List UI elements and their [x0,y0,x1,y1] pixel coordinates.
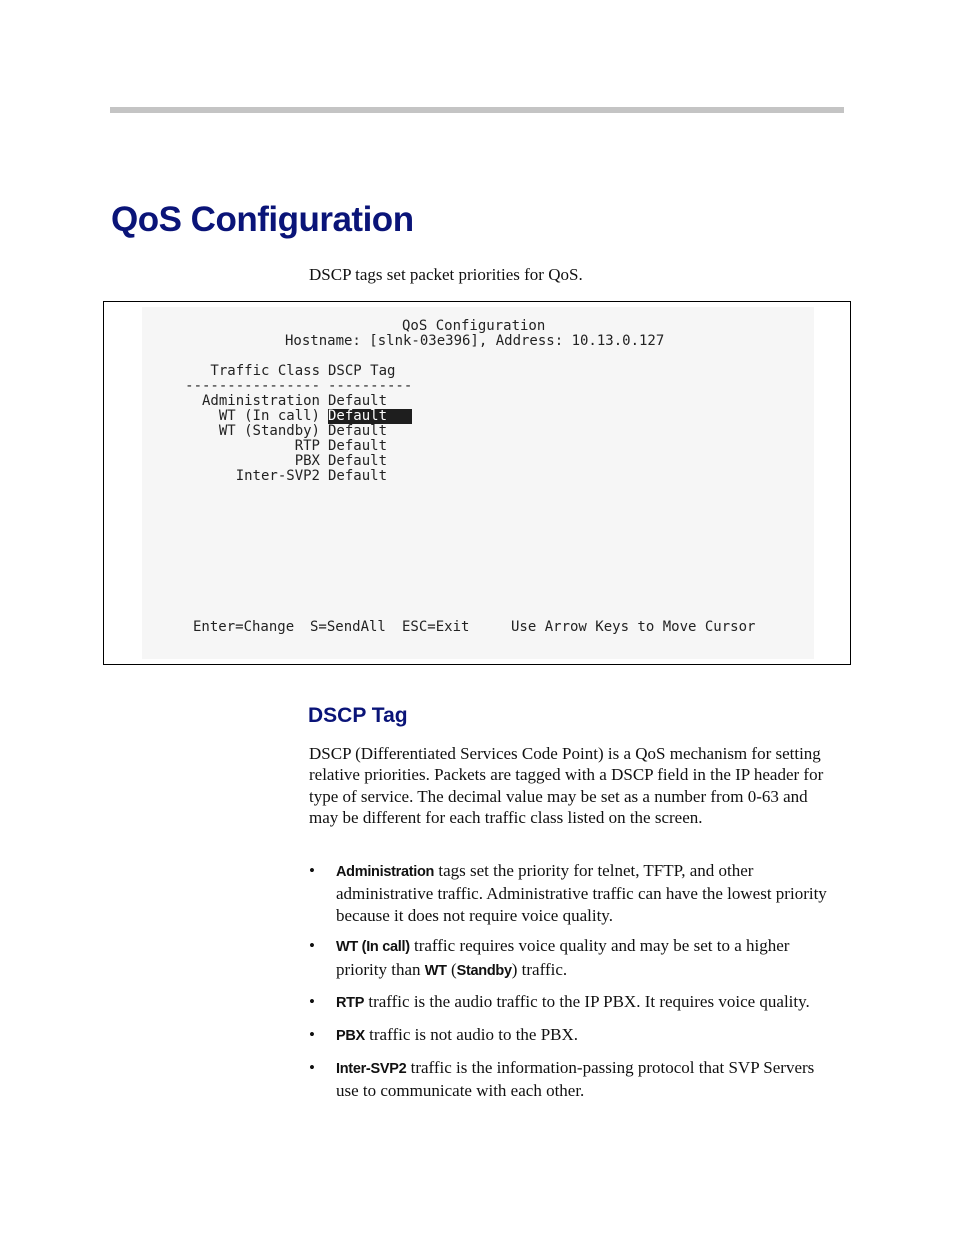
traffic-class-inter-svp2: Inter-SVP2 [235,468,320,484]
dscp-value-administration[interactable]: Default [328,393,388,409]
list-item-text: traffic is not audio to the PBX. [364,1025,579,1045]
column-header-dscp-tag: DSCP Tag [328,363,396,379]
footer-enter-change: Enter=Change [193,619,295,635]
column-rule-class: ---------------- [185,378,320,394]
dscp-value-inter-svp2[interactable]: Default [328,468,388,484]
terminal-hostname-line: Hostname: [slnk-03e396], Address: 10.13.0.127 [285,333,665,349]
traffic-class-wt-in-call: WT (In call) [218,408,320,424]
traffic-class-list [309,860,839,1111]
list-item [309,935,839,982]
bullet-icon: • [309,992,315,1012]
keyword: WT (In call) [336,939,410,956]
section-title: DSCP Tag [308,704,408,727]
page-title: QoS Configuration [111,200,414,239]
keyword: Inter-SVP2 [336,1061,407,1078]
list-item-text: traffic is the audio traffic to the IP PBX. It requires voice quality. [364,992,810,1012]
traffic-class-administration: Administration [201,393,320,409]
terminal-screen [142,307,814,659]
bullet-icon: • [309,1025,315,1045]
list-item-text: ) traffic. [511,959,568,979]
list-item [309,1024,839,1047]
terminal-screenshot-frame [103,301,851,665]
bullet-icon: • [309,861,315,880]
keyword: Standby [456,962,512,979]
list-item [309,991,839,1014]
traffic-class-rtp: RTP [294,438,320,454]
traffic-class-wt-standby: WT (Standby) [218,423,320,439]
list-item-text: traffic is the information-passing protocol that SVP Servers use to communicate with each other. [336,1058,815,1101]
bullet-icon: • [309,936,315,956]
intro-paragraph: DSCP (Differentiated Services Code Point) is a QoS mechanism for setting relative priorities. Packets are tagged with a DSCP field in the IP header for type of service. The decimal value may be set as a number from 0-63 and may be different for each traffic class listed on the screen. [309,744,824,827]
footer-navigation-hint: Use Arrow Keys to Move Cursor [511,619,756,635]
dscp-value-wt-in-call-selected[interactable]: Default [328,408,413,424]
column-header-traffic-class: Traffic Class [210,363,320,379]
dscp-value-wt-standby[interactable]: Default [328,423,388,439]
list-item-text: traffic requires voice quality and may be set to a higher priority than [336,936,790,979]
traffic-class-pbx: PBX [294,453,320,469]
terminal-title: QoS Configuration [402,318,546,334]
keyword: PBX [336,1028,365,1045]
dscp-value-pbx[interactable]: Default [328,453,388,469]
list-item-text: ( [446,959,457,979]
keyword: WT [424,962,447,979]
keyword: RTP [336,995,365,1012]
figure-caption: DSCP tags set packet priorities for QoS. [309,265,583,284]
header-rule [110,107,844,113]
list-item [309,1057,839,1102]
footer-esc-exit: ESC=Exit [402,619,470,635]
footer-send-all: S=SendAll [310,619,386,635]
keyword: Administration [336,864,435,880]
list-item [309,860,839,926]
dscp-value-rtp[interactable]: Default [328,438,388,454]
list-item-text: tags set the priority for telnet, TFTP, and other administrative traffic. Administrative traffic can have the lowest priority because it does not require voice quality. [336,861,827,925]
column-rule-tag: ---------- [328,378,413,394]
bullet-icon: • [309,1058,315,1078]
